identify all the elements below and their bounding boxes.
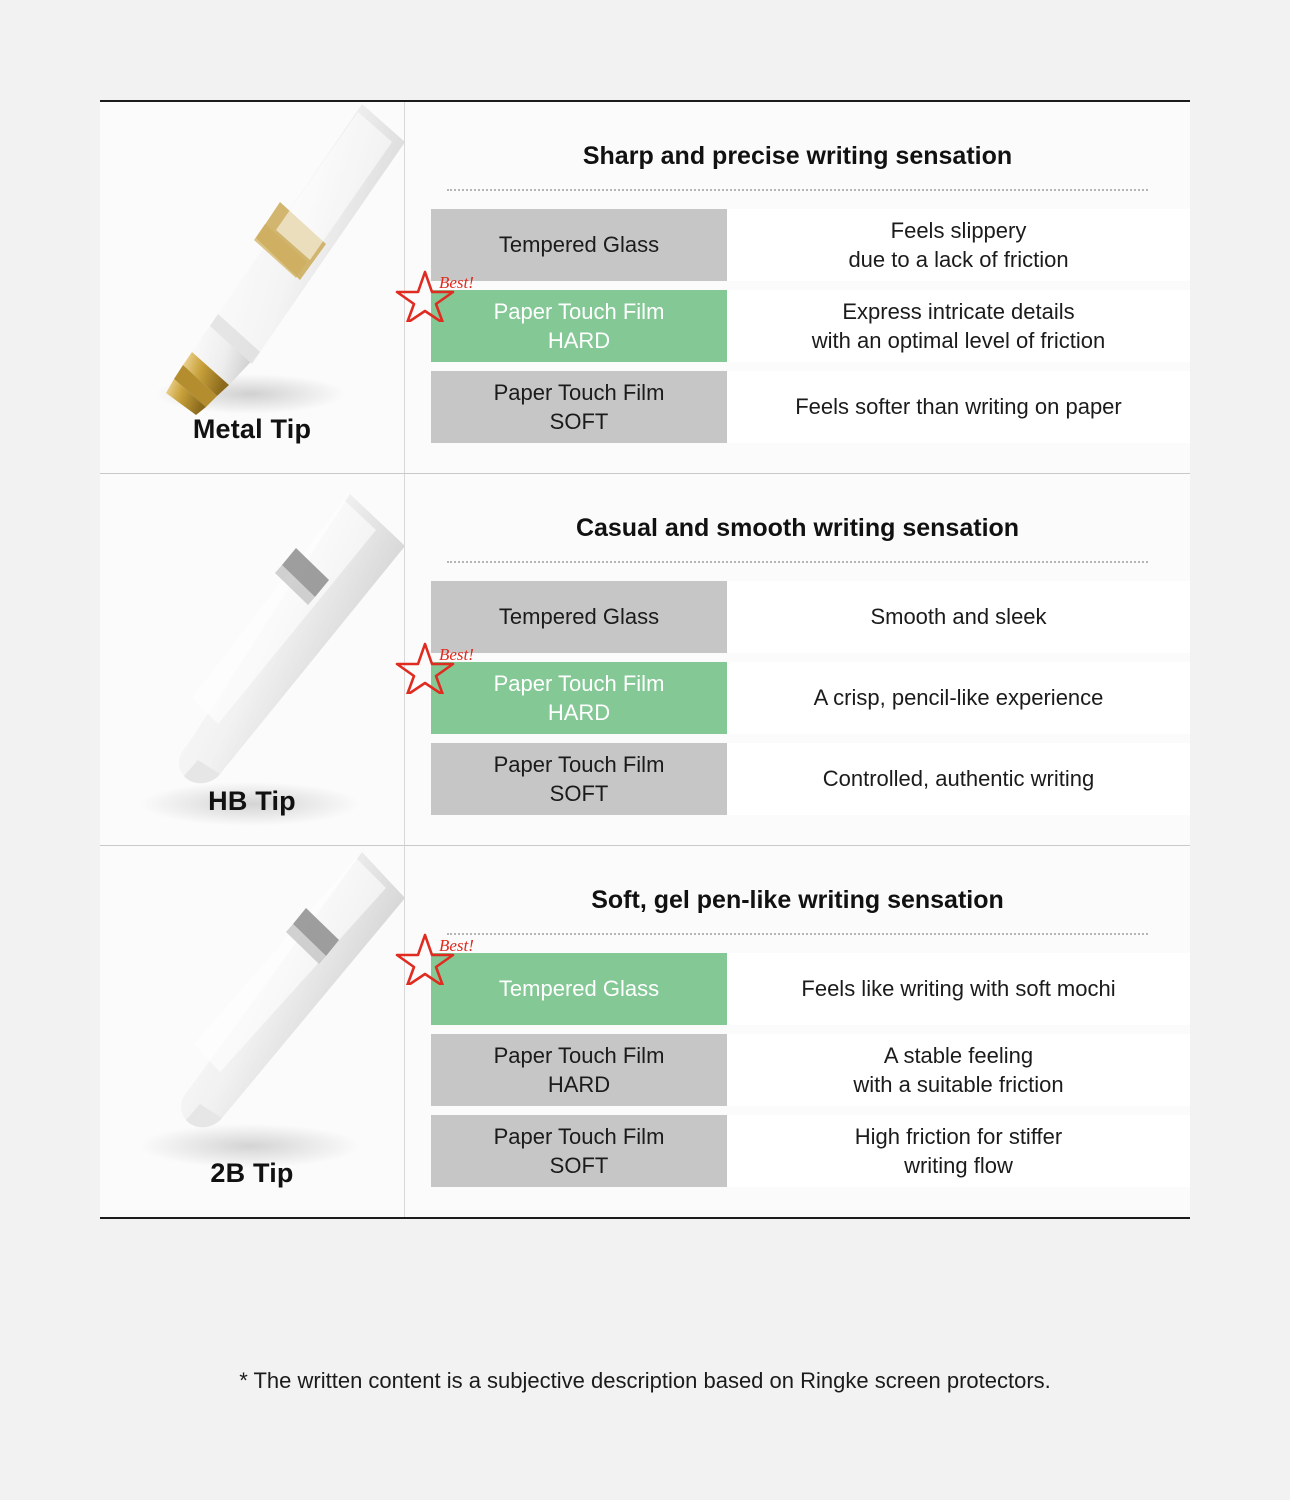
option-description (727, 743, 1190, 815)
option-desc-line1: Feels like writing with soft mochi (801, 976, 1116, 1002)
best-badge-label: Best! (439, 645, 474, 664)
option-desc-line1: Smooth and sleek (870, 604, 1047, 630)
pen-image-cell-hb-tip (100, 474, 405, 845)
option-desc-line1: Controlled, authentic writing (822, 766, 1095, 792)
footnote: * The written content is a subjective description based on Ringke screen protectors. (239, 1368, 1051, 1393)
option-name-line1: Tempered Glass (498, 232, 660, 258)
option-name-line1: Paper Touch Film (493, 1042, 665, 1068)
detail-cell-hb-tip (405, 474, 1190, 845)
option-desc-line2: due to a lack of friction (848, 247, 1069, 272)
table-row (100, 102, 1190, 474)
option-description (727, 662, 1190, 734)
divider (447, 933, 1148, 935)
option-desc-line1: High friction for stiffer (854, 1123, 1063, 1149)
option-description (727, 581, 1190, 653)
option-name (431, 371, 727, 443)
option-row (431, 581, 1190, 653)
option-desc-line1: Feels softer than writing on paper (795, 394, 1122, 420)
option-row (431, 1115, 1190, 1187)
option-name (431, 1034, 727, 1106)
sensation-title: Soft, gel pen-like writing sensation (591, 886, 1004, 914)
option-row (431, 936, 1190, 1025)
option-name-line1: Tempered Glass (498, 976, 660, 1002)
sensation-title: Casual and smooth writing sensation (575, 514, 1020, 542)
option-name-line2: HARD (547, 1072, 611, 1097)
option-row (431, 371, 1190, 443)
option-name-line1: Paper Touch Film (493, 751, 665, 777)
pen-image-cell-metal-tip (100, 102, 405, 473)
option-name-line2: SOFT (549, 1153, 609, 1178)
table-row (100, 474, 1190, 846)
option-name (431, 581, 727, 653)
option-name (431, 936, 727, 1025)
detail-cell-metal-tip (405, 102, 1190, 473)
tip-label: 2B Tip (210, 1158, 294, 1188)
sensation-title: Sharp and precise writing sensation (582, 142, 1013, 170)
option-description (727, 953, 1190, 1025)
option-description (727, 1115, 1190, 1187)
option-name-line1: Tempered Glass (498, 604, 660, 630)
option-name-line1: Paper Touch Film (493, 379, 665, 405)
detail-cell-2b-tip (405, 846, 1190, 1217)
option-name (431, 273, 727, 362)
option-desc-line2: writing flow (904, 1153, 1013, 1178)
option-row (431, 743, 1190, 815)
option-desc-line1: A crisp, pencil-like experience (813, 685, 1104, 711)
option-description (727, 290, 1190, 362)
option-name-line1: Paper Touch Film (493, 298, 665, 324)
pen-image-cell-2b-tip (100, 846, 405, 1217)
option-name-line2: SOFT (549, 409, 609, 434)
option-desc-line2: with a suitable friction (853, 1072, 1064, 1097)
option-name-line1: Paper Touch Film (493, 1123, 665, 1149)
option-name (431, 1115, 727, 1187)
option-description (727, 371, 1190, 443)
best-badge-label: Best! (439, 936, 474, 955)
option-name (431, 645, 727, 734)
best-badge-label: Best! (439, 273, 474, 292)
option-description (727, 1034, 1190, 1106)
option-desc-line2: with an optimal level of friction (811, 328, 1106, 353)
option-name-line2: HARD (547, 328, 611, 353)
divider (447, 561, 1148, 563)
option-row (431, 209, 1190, 281)
option-description (727, 209, 1190, 281)
option-row (431, 1034, 1190, 1106)
tip-comparison-table (100, 100, 1190, 1219)
option-desc-line1: A stable feeling (883, 1042, 1034, 1068)
table-row (100, 846, 1190, 1217)
option-desc-line1: Express intricate details (842, 298, 1075, 324)
option-name (431, 209, 727, 281)
option-name-line1: Paper Touch Film (493, 670, 665, 696)
option-name-line2: SOFT (549, 781, 609, 806)
option-name-line2: HARD (547, 700, 611, 725)
tip-label: HB Tip (208, 786, 296, 816)
divider (447, 189, 1148, 191)
option-row (431, 273, 1190, 362)
option-desc-line1: Feels slippery (890, 217, 1027, 243)
best-star-icon (395, 931, 491, 985)
option-row (431, 645, 1190, 734)
option-name (431, 743, 727, 815)
tip-label: Metal Tip (192, 414, 312, 444)
